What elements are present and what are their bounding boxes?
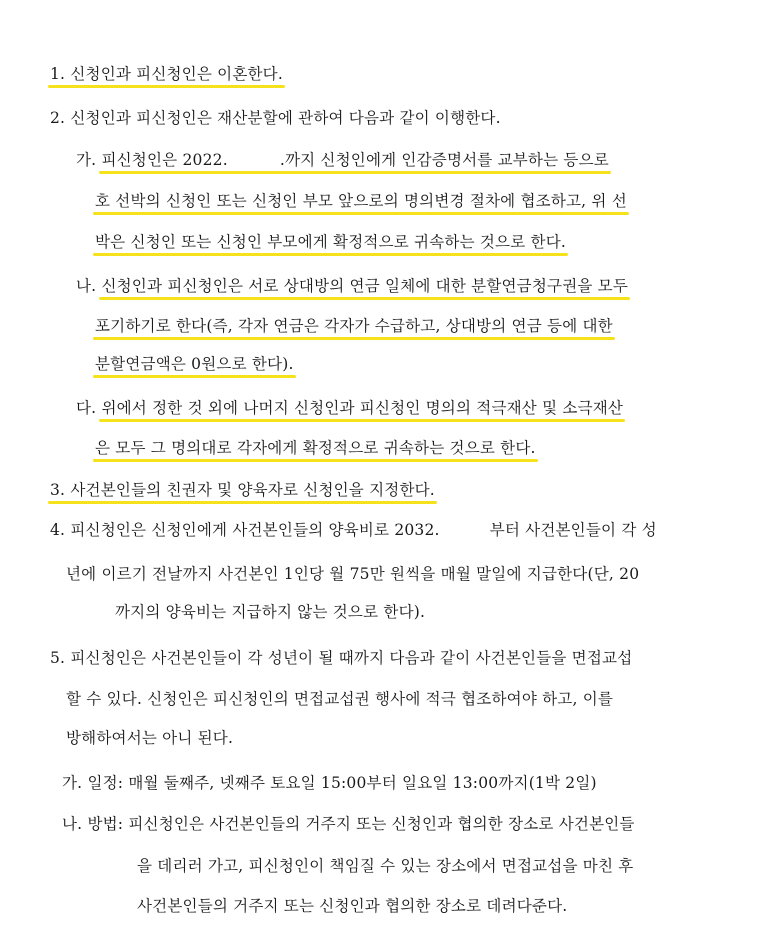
continuation-line [95,191,627,215]
item-text: 피신청인은 2022. [101,151,228,169]
item-text: 사건본인들의 거주지 또는 신청인과 협의한 장소로 데려다준다. [137,897,568,915]
highlighted-text [101,150,608,174]
item-text: 년에 이르기 전날까지 사건본인 1인당 월 75만 원씩을 매월 말일에 지급한다(단, 20 [66,565,640,583]
sub-item-label: 나. [62,815,83,833]
highlighted-text: 위에서 정한 것 외에 나머지 신청인과 피신청인 명의의 적극재산 및 소극재산 [101,398,623,422]
continuation-line [95,354,294,378]
highlighted-text: 박은 신청인 또는 신청인 부모에게 확정적으로 귀속하는 것으로 한다. [95,232,566,256]
highlighted-text [50,480,435,504]
highlighted-text: 호 선박의 신청인 또는 신청인 부모 앞으로의 명의변경 절차에 협조하고, 위 선 [95,191,627,215]
sub-item-label: 가. [62,774,83,792]
item-number: 5. [50,649,66,667]
sub-item-label: 가. [76,151,97,169]
sub-item-2-da [76,398,623,422]
sub-item-2-ga [76,150,609,174]
sub-item-2-na [76,276,628,300]
continuation-line [66,564,639,584]
item-text: 까지의 양육비는 지급하지 않는 것으로 한다). [115,603,426,621]
item-number: 3. [50,481,66,499]
continuation-line [66,689,613,709]
item-3 [50,480,435,504]
continuation-line [95,316,613,340]
item-text: 신청인과 피신청인은 재산분할에 관하여 다음과 같이 이행한다. [70,109,501,127]
item-number: 4. [50,521,66,539]
item-text: 부터 사건본인들이 각 성 [489,521,657,539]
sub-item-label: 다. [76,399,97,417]
sub-item-5-ga [62,773,597,793]
item-text: 일정: 매월 둘째주, 넷째주 토요일 15:00부터 일요일 13:00까지(1박 2일) [87,774,597,792]
sub-item-5-na [62,814,635,834]
highlighted-text: 은 모두 그 명의대로 각자에게 확정적으로 귀속하는 것으로 한다. [95,438,536,462]
continuation-line [66,728,233,748]
item-1 [50,64,283,88]
item-text: 피신청인은 사건본인들이 각 성년이 될 때까지 다음과 같이 사건본인들을 면접교섭 [70,649,633,667]
item-text: .까지 신청인에게 인감증명서를 교부하는 등으로 [279,151,609,169]
sub-item-label: 나. [76,277,97,295]
continuation-line [95,232,566,256]
highlighted-text: 포기하기로 한다(즉, 각자 연금은 각자가 수급하고, 상대방의 연금 등에 대한 [95,316,613,340]
item-5 [50,648,632,668]
item-2 [50,108,501,128]
item-number: 1. [50,65,66,83]
highlighted-text: 신청인과 피신청인은 서로 상대방의 연금 일체에 대한 분할연금청구권을 모두 [101,276,628,300]
continuation-line [115,602,425,622]
item-text: 피신청인은 신청인에게 사건본인들의 양육비로 2032. [70,521,440,539]
item-text: 방법: 피신청인은 사건본인들의 거주지 또는 신청인과 협의한 장소로 사건본인들 [87,815,635,833]
item-text: 할 수 있다. 신청인은 피신청인의 면접교섭권 행사에 적극 협조하여야 하고, 이를 [66,690,614,708]
item-text: 방해하여서는 아니 된다. [66,729,234,747]
item-text: 사건본인들의 친권자 및 양육자로 신청인을 지정한다. [70,481,435,499]
item-text: 을 데리러 가고, 피신청인이 책임질 수 있는 장소에서 면접교섭을 마친 후 [137,857,634,875]
highlighted-text: 분할연금액은 0원으로 한다). [95,354,294,378]
item-4 [50,520,657,540]
continuation-line [137,856,633,876]
continuation-line [137,896,567,916]
highlighted-text [50,64,283,88]
item-text: 신청인과 피신청인은 이혼한다. [70,65,283,83]
item-number: 2. [50,109,66,127]
continuation-line [95,438,536,462]
